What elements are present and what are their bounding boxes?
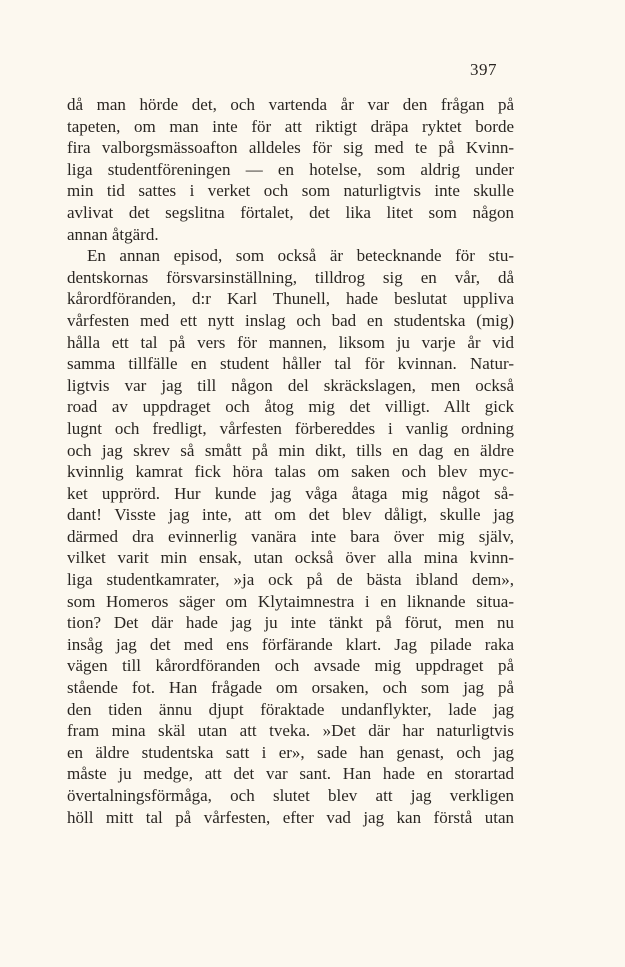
text-line: en äldre studentska satt i er», sade han genast, och jag [67,742,514,762]
text-line: kårordföranden, d:r Karl Thunell, hade beslutat uppliva [67,289,514,309]
text-line: liga studentföreningen — en hotelse, som aldrig under [67,159,514,179]
body-text [67,94,514,828]
text-line: ligtvis var jag till någon del skräckslagen, men också [67,375,514,395]
text-line: liga studentkamrater, »ja ock på de bästa ibland dem», [67,570,514,590]
text-line: den tiden ännu djupt föraktade undanflykter, lade jag [67,699,514,719]
text-line: dant! Visste jag inte, att om det blev dåligt, skulle jag [67,505,514,525]
text-line: stående fot. Han frågade om orsaken, och som jag på [67,678,514,698]
text-line: vilket varit min ensak, utan också över alla mina kvinn- [67,548,514,568]
text-line: hålla ett tal på vers för mannen, liksom ju varje år vid [67,332,514,352]
text-line: road av uppdraget och åtog mig det villigt. Allt gick [67,397,514,417]
text-line: kvinnlig kamrat fick höra talas om saken och blev myc- [67,462,514,482]
page-number: 397 [470,60,497,79]
text-line: övertalningsförmåga, och slutet blev att jag verkligen [67,786,514,805]
text-line: ket upprörd. Hur kunde jag våga åtaga mig något så- [67,483,514,503]
text-line: avlivat det segslitna förtalet, det lika litet som någon [67,202,514,222]
text-line: dentskornas försvarsinställning, tilldrog sig en vår, då [67,267,514,287]
text-line: tion? Det där hade jag ju inte tänkt på förut, men nu [67,613,514,633]
text-line: fram mina skäl utan att tveka. »Det där har naturligtvis [67,721,514,741]
text-line: höll mitt tal på vårfesten, efter vad jag kan förstå utan [67,807,514,827]
text-line: insåg jag det med ens förfärande klart. Jag pilade raka [67,634,514,654]
text-line: annan åtgärd. [67,224,159,244]
text-line: lugnt och fredligt, vårfesten förbereddes i vanlig ordning [67,418,514,438]
text-line: och jag skrev så smått på min dikt, tills en dag en äldre [67,440,514,460]
text-line: samma tillfälle en student håller tal för kvinnan. Natur- [67,354,514,374]
text-line: En annan episod, som också är betecknande för stu- [87,246,514,266]
text-line: fira valborgsmässoafton alldeles för sig med te på Kvinn- [67,138,514,158]
text-line: min tid sattes i verket och som naturligtvis inte skulle [67,181,514,201]
text-line: vägen till kårordföranden och avsade mig uppdraget på [67,656,514,676]
text-line: då man hörde det, och vartenda år var den frågan på [67,95,514,114]
text-line: därmed dra evinnerlig vanära inte bara över mig själv, [67,526,514,546]
text-line: vårfesten med ett nytt inslag och bad en studentska (mig) [67,310,514,330]
text-line: tapeten, om man inte för att riktigt dräpa ryktet borde [67,116,514,136]
text-line: som Homeros säger om Klytaimnestra i en liknande situa- [67,591,514,611]
text-line: måste ju medge, att det var sant. Han hade en storartad [67,764,514,784]
